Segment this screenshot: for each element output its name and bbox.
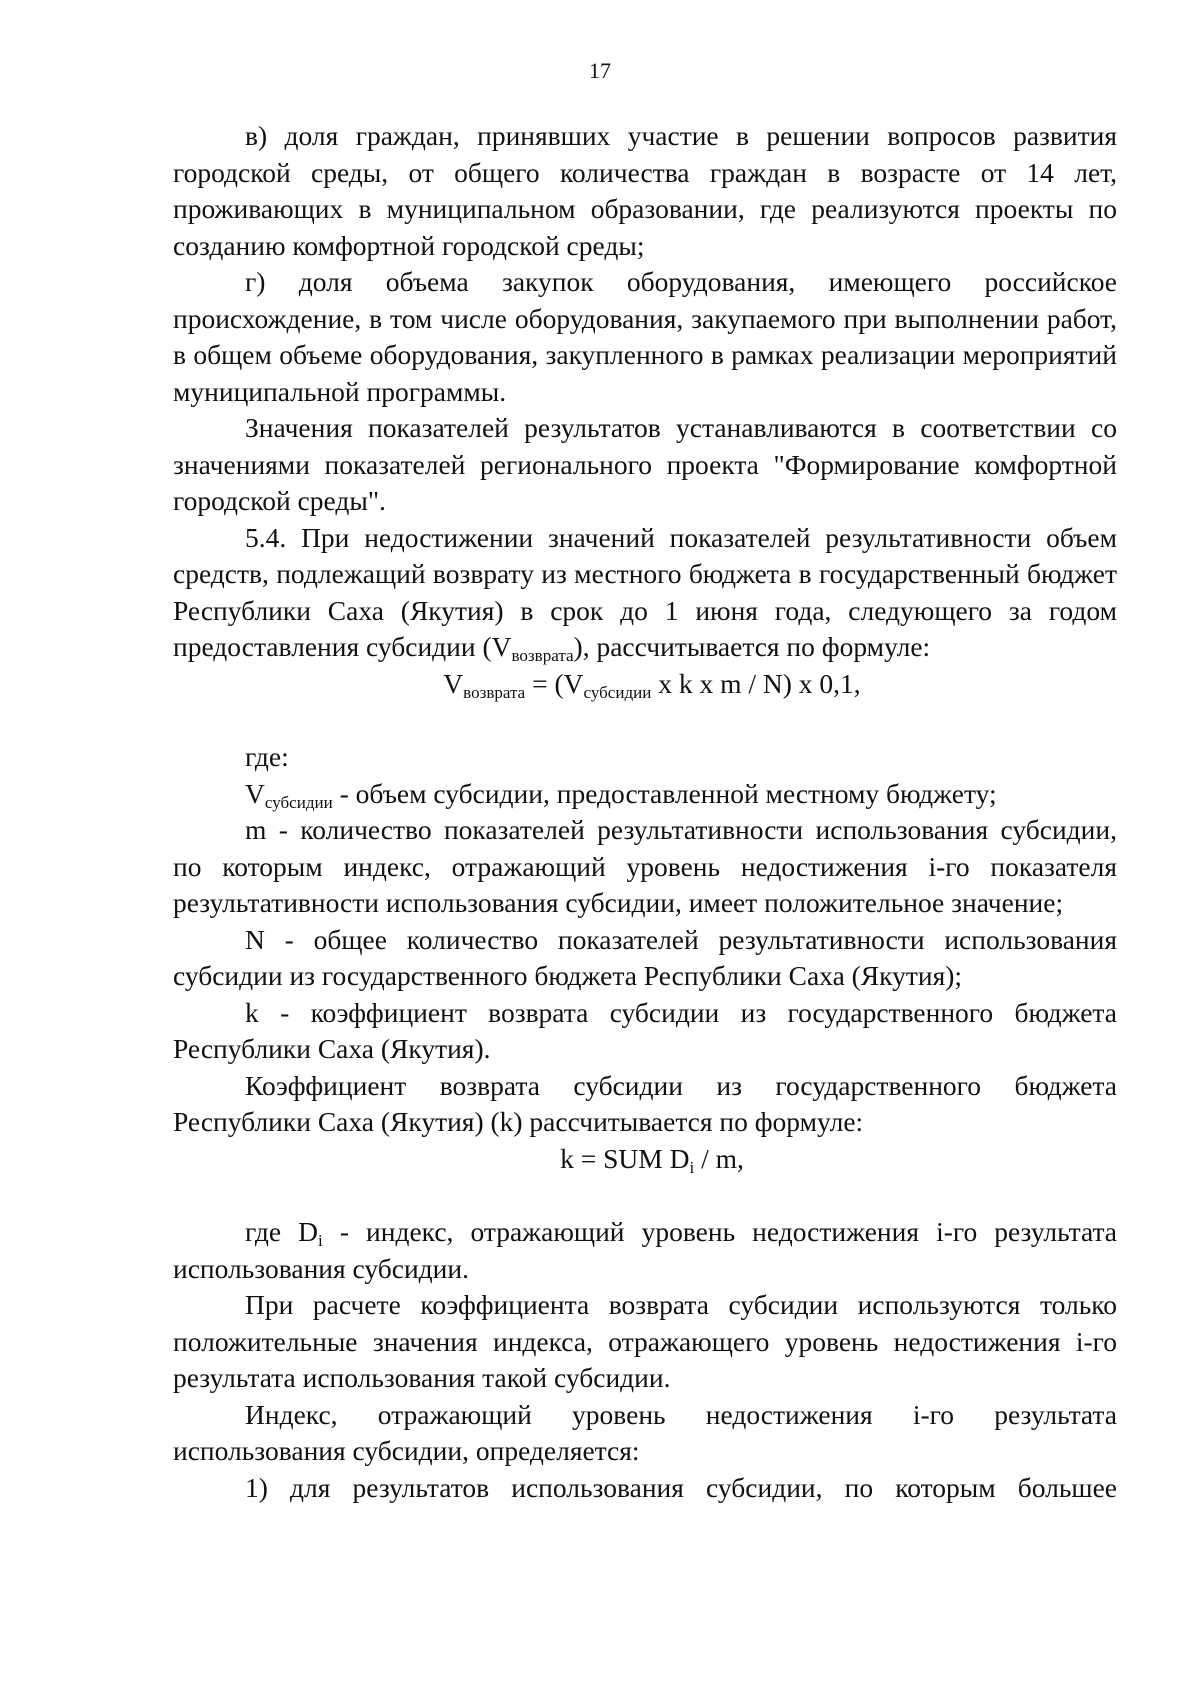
definition-m: m - количество показателей результативности использования субсидии, по которым индекс, отражающий уровень недостижения i-го показателя результативности использования субсидии, имеет положительное значение;: [173, 814, 1117, 918]
formula-k-text: k = SUM D: [560, 1142, 690, 1174]
formula-sub-vozvrata: возврата: [463, 682, 526, 702]
definition-d-sub-i: i: [318, 1230, 323, 1250]
definition-n: N - общее количество показателей результативности использования субсидии из государственного бюджета Республики Саха (Якутия);: [173, 923, 1117, 991]
paragraph-coefficient: Коэффициент возврата субсидии из государственного бюджета Республики Саха (Якутия) (k) рассчитывается по формуле:: [173, 1069, 1117, 1137]
formula-equals-open: = (V: [525, 667, 584, 699]
formula-k-tail: / m,: [694, 1142, 744, 1174]
page-number: 17: [589, 58, 611, 83]
formula-k-sub-i: i: [689, 1157, 695, 1177]
paragraph-5-4-text: 5.4. При недостижении значений показателей результативности объем средств, подлежащий возврату из местного бюджета в государственный бюджет Республики Саха (Якутия) в срок до 1 июня года, следующего за годом предоставления субсидии (V: [173, 521, 1117, 662]
paragraph-calculation: При расчете коэффициента возврата субсидии используются только положительные значения индекса, отражающего уровень недостижения i-го результата использования такой субсидии.: [173, 1289, 1117, 1393]
formula-rest: x k x m / N) x 0,1,: [651, 667, 861, 699]
definition-d-tail: - индекс, отражающий уровень недостижения i-го результата использования субсидии.: [173, 1216, 1117, 1284]
definition-v-subsidii: [173, 776, 1117, 813]
definition-k: k - коэффициент возврата субсидии из государственного бюджета Республики Саха (Якутия).: [173, 996, 1117, 1064]
definition-sub-subsidii: субсидии: [264, 792, 333, 812]
document-body: [173, 118, 1117, 1506]
where-label: где:: [245, 741, 289, 772]
formula-k: [173, 1141, 1117, 1178]
formula-v-vozvrata: [173, 666, 1117, 703]
paragraph-5-4: [173, 520, 1117, 666]
definition-v-symbol: V: [245, 777, 265, 809]
definition-d: [173, 1214, 1117, 1287]
definition-d-text: где D: [245, 1216, 319, 1247]
formula-sub-subsidii: субсидии: [583, 682, 652, 702]
paragraph-index: Индекс, отражающий уровень недостижения i-го результата использования субсидии, определяется:: [173, 1398, 1117, 1466]
subscript-vozvrata: возврата: [511, 645, 574, 665]
paragraph-indicator-values: Значения показателей результатов устанавливаются в соответствии со значениями показателей регионального проекта "Формирование комфортной городской среды".: [173, 412, 1117, 516]
paragraph-v: в) доля граждан, принявших участие в решении вопросов развития городской среды, от общего количества граждан в возрасте от 14 лет, проживающих в муниципальном образовании, где реализуются проекты по созданию комфортной городской среды;: [173, 120, 1117, 261]
formula-v-symbol: V: [443, 667, 464, 699]
definition-v-text: - объем субсидии, предоставленной местному бюджету;: [332, 777, 997, 809]
paragraph-g: г) доля объема закупок оборудования, имеющего российское происхождение, в том числе оборудования, закупаемого при выполнении работ, в общем объеме оборудования, закупленного в рамках реализации мероприятий муниципальной программы.: [173, 266, 1117, 407]
paragraph-item-1: 1) для результатов использования субсидии, по которым большее: [245, 1471, 1117, 1503]
paragraph-5-4-tail: ), рассчитывается по формуле:: [573, 631, 931, 662]
